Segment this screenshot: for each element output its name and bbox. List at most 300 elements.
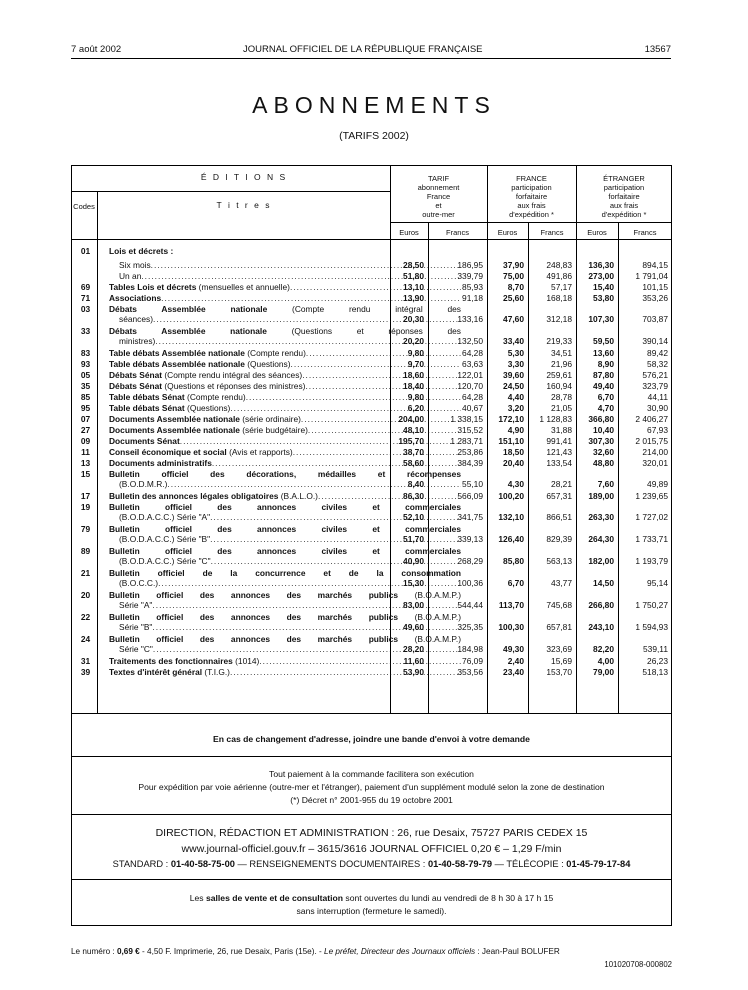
title-line: Bulletin officiel des annonces civiles et commerciales (109, 502, 461, 512)
france-euros-value: 4,30 (507, 479, 524, 489)
table-row (73, 667, 671, 678)
title-line: Bulletin des annonces légales obligatoires (B.A.L.O.) ..... (109, 491, 461, 501)
title-line: Bulletin officiel des annonces des marchés publics (B.O.A.M.P.) (109, 634, 461, 644)
edition-code: 09 (80, 436, 91, 446)
edition-code: 24 (80, 634, 91, 644)
header-bottom-rule (71, 239, 672, 240)
france-francs-value: 323,69 (546, 644, 572, 654)
etranger-francs-value: 95,14 (647, 578, 668, 588)
price-value: 0,69 € (116, 947, 140, 956)
page-subtitle: (TARIFS 2002) (339, 130, 409, 142)
tarif-francs-value: 55,10 (462, 479, 483, 489)
tarif-francs-value: 566,09 (457, 491, 483, 501)
table-row (73, 612, 671, 634)
tarif-euros-value: 8,40 (407, 479, 424, 489)
tarif-euros-value: 28,20 (403, 644, 424, 654)
france-francs-value: 28,78 (551, 392, 572, 402)
tarif-francs-value: 325,35 (457, 622, 483, 632)
table-row (73, 326, 671, 348)
sales-text: sont ouvertes du lundi au vendredi de 8 h 30 à 17 h 15 (343, 893, 554, 903)
france-euros-value: 3,20 (507, 403, 524, 413)
table-row (73, 590, 671, 612)
etranger-francs-heading: Francs (633, 228, 657, 237)
edition-code: 27 (80, 425, 91, 435)
sales-rooms: salles de vente et de consultation (205, 893, 344, 903)
title-line: Associations ..... (109, 293, 461, 303)
france-euros-value: 3,30 (507, 359, 524, 369)
etranger-euros-value: 32,60 (593, 447, 614, 457)
tarif-francs-value: 339,79 (457, 271, 483, 281)
edition-code: 35 (80, 381, 91, 391)
france-euros-value: 37,90 (503, 260, 524, 270)
table-row (73, 403, 671, 414)
france-euros-value: 24,50 (503, 381, 524, 391)
table-row (73, 656, 671, 667)
tarif-francs-value: 339,13 (457, 534, 483, 544)
table-row (73, 392, 671, 403)
title-line: (B.O.D.A.C.C.) Série "B" ..... (109, 534, 461, 544)
title-line: Table débats Sénat (Compte rendu) ..... (109, 392, 461, 402)
standard-label: STANDARD : (112, 859, 171, 869)
france-heading-line: participation (511, 183, 552, 192)
table-row (73, 502, 671, 524)
tarif-francs-value: 64,28 (462, 392, 483, 402)
france-francs-value: 745,68 (546, 600, 572, 610)
france-francs-value: 57,17 (551, 282, 572, 292)
france-francs-value: 168,18 (546, 293, 572, 303)
title-line: Textes d'intérêt général (T.I.G.) ..... (109, 667, 461, 677)
tarif-francs-value: 122,01 (457, 370, 483, 380)
sales-hours-line-1 (71, 892, 672, 904)
etranger-francs-value: 323,79 (642, 381, 668, 391)
issue-price-line (71, 947, 672, 956)
france-euros-value: 100,20 (498, 491, 524, 501)
tarif-francs-value: 76,09 (462, 656, 483, 666)
header-date: 7 août 2002 (71, 44, 122, 55)
tarif-francs-value: 184,98 (457, 644, 483, 654)
edition-code: 95 (80, 403, 91, 413)
tarif-francs-value: 133,16 (457, 314, 483, 324)
france-euros-value: 2,40 (507, 656, 524, 666)
france-francs-value: 1 128,83 (539, 414, 572, 424)
etranger-francs-value: 44,11 (647, 392, 668, 402)
tarif-francs-value: 315,52 (457, 425, 483, 435)
table-row (73, 271, 671, 282)
etranger-heading-line: ÉTRANGER (603, 174, 645, 183)
france-euros-value: 151,10 (498, 436, 524, 446)
tarif-francs-value: 341,75 (457, 512, 483, 522)
direction-address: DIRECTION, RÉDACTION ET ADMINISTRATION : 26, rue Desaix, 75727 PARIS CEDEX 15 (155, 827, 588, 839)
france-francs-value: 829,39 (546, 534, 572, 544)
tarif-euros-value: 18,40 (403, 381, 424, 391)
title-line: (B.O.D.M.R.) ..... (109, 479, 461, 489)
title-line: séances) ..... (109, 314, 461, 324)
etranger-euros-value: 136,30 (588, 260, 614, 270)
title-line: Bulletin officiel des annonces civiles et commerciales (109, 546, 461, 556)
france-euros-value: 25,60 (503, 293, 524, 303)
france-euros-value: 132,10 (498, 512, 524, 522)
tarif-heading-line: outre-mer (422, 210, 455, 219)
tarif-heading-line: abonnement (417, 183, 460, 192)
table-row (73, 348, 671, 359)
france-euros-value: 18,50 (503, 447, 524, 457)
etranger-francs-value: 539,11 (643, 644, 668, 654)
etranger-euros-value: 273,00 (588, 271, 614, 281)
tarif-euros-value: 13,90 (403, 293, 424, 303)
tarif-francs-value: 353,56 (457, 667, 483, 677)
france-euros-heading: Euros (497, 228, 518, 237)
title-line: Bulletin officiel des annonces des marchés publics (B.O.A.M.P.) (109, 612, 461, 622)
title-line: Six mois ..... (109, 260, 461, 270)
title-line: Bulletin officiel des annonces civiles et commerciales (109, 524, 461, 534)
france-heading (487, 174, 576, 219)
tarif-heading-line: TARIF (427, 174, 450, 183)
france-heading-line: FRANCE (516, 174, 547, 183)
edition-code: 15 (80, 469, 91, 479)
table-row (73, 370, 671, 381)
france-francs-value: 248,83 (546, 260, 572, 270)
france-francs-value: 21,05 (551, 403, 572, 413)
etranger-francs-value: 1 239,65 (635, 491, 668, 501)
france-francs-value: 28,21 (551, 479, 572, 489)
etranger-francs-value: 1 594,93 (635, 622, 668, 632)
etranger-francs-value: 353,26 (642, 293, 668, 303)
table-bottom-rule (71, 713, 672, 714)
title-line: Débats Assemblée nationale (Questions et réponses des (109, 326, 461, 336)
title-line: Débats Assemblée nationale (Compte rendu intégral des (109, 304, 461, 314)
edition-title (109, 246, 461, 256)
france-francs-value: 31,88 (551, 425, 572, 435)
title-line: Lois et décrets : (109, 246, 174, 256)
tarif-francs-value: 384,39 (457, 458, 483, 468)
tarif-euros-heading: Euros (399, 228, 419, 237)
etranger-francs-value: 30,90 (647, 403, 668, 413)
france-euros-value: 8,70 (507, 282, 524, 292)
tarif-euros-value: 49,60 (403, 622, 424, 632)
france-euros-value: 126,40 (498, 534, 524, 544)
france-euros-value: 47,60 (503, 314, 524, 324)
tarif-heading (390, 174, 487, 219)
page-title: ABONNEMENTS (252, 92, 496, 118)
tarif-euros-value: 20,30 (403, 314, 424, 324)
etranger-euros-value: 107,30 (588, 314, 614, 324)
france-heading-line: aux frais (517, 201, 546, 210)
tarif-euros-value: 195,70 (398, 436, 424, 446)
title-line: ministres) ..... (109, 336, 461, 346)
tarif-francs-value: 253,86 (457, 447, 483, 457)
etranger-euros-value: 263,30 (588, 512, 614, 522)
director-title: Le préfet, Directeur des Journaux officiels (324, 947, 476, 956)
tarif-euros-value: 38,70 (403, 447, 424, 457)
france-francs-value: 43,77 (551, 578, 572, 588)
table-row (73, 282, 671, 293)
france-heading-line: forfaitaire (515, 192, 548, 201)
title-line: Série "B" ..... (109, 622, 461, 632)
etranger-euros-value: 6,70 (597, 392, 614, 402)
standard-number: 01-40-58-75-00 (170, 859, 235, 869)
tarif-francs-value: 85,93 (462, 282, 483, 292)
etranger-francs-value: 320,01 (642, 458, 668, 468)
etranger-euros-value: 264,30 (588, 534, 614, 544)
etranger-euros-value: 82,20 (593, 644, 614, 654)
etranger-euros-value: 87,80 (593, 370, 614, 380)
etranger-francs-value: 1 193,79 (635, 556, 668, 566)
title-line: Table débats Assemblée nationale (Questions) ..... (109, 359, 461, 369)
title-line: Documents Assemblée nationale (série ordinaire) ..... (109, 414, 461, 424)
title-line: Un an ..... (109, 271, 461, 281)
table-row (73, 546, 671, 568)
edition-code: 13 (80, 458, 91, 468)
france-francs-heading: Francs (540, 228, 564, 237)
etranger-francs-value: 1 727,02 (635, 512, 668, 522)
title-line: Table débats Sénat (Questions) ..... (109, 403, 461, 413)
sales-text: Les (189, 893, 206, 903)
edition-code: 20 (80, 590, 91, 600)
codes-heading: Codes (73, 202, 95, 211)
etranger-francs-value: 1 750,27 (635, 600, 668, 610)
table-row (73, 458, 671, 469)
france-francs-value: 259,61 (546, 370, 572, 380)
renseignements-label: RENSEIGNEMENTS DOCUMENTAIRES : (249, 859, 428, 869)
etranger-francs-value: 576,21 (642, 370, 668, 380)
france-francs-value: 657,81 (546, 622, 572, 632)
running-header (71, 44, 671, 58)
notice-rule-2 (71, 814, 672, 815)
edition-code: 39 (80, 667, 91, 677)
etranger-francs-value: 214,00 (642, 447, 668, 457)
tarif-francs-heading: Francs (446, 228, 469, 237)
tarif-euros-value: 52,10 (403, 512, 424, 522)
title-line: Documents administratifs ..... (109, 458, 461, 468)
france-francs-value: 121,43 (546, 447, 572, 457)
title-line: Tables Lois et décrets (mensuelles et annuelle) ..... (109, 282, 461, 292)
tarif-francs-value: 544,44 (457, 600, 483, 610)
etranger-francs-value: 1 791,04 (635, 271, 668, 281)
france-euros-value: 172,10 (498, 414, 524, 424)
etranger-euros-value: 10,40 (593, 425, 614, 435)
payment-notice-line-2: Pour expédition par voie aérienne (outre-mer et l'étranger), paiement d'un supplément modulé selon la zone de destination (138, 782, 605, 792)
title-line: Documents Sénat ..... (109, 436, 461, 446)
title-line: Traitements des fonctionnaires (1014) ..... (109, 656, 461, 666)
edition-code: 31 (80, 656, 91, 666)
etranger-euros-value: 189,00 (588, 491, 614, 501)
renseignements-number: 01-40-58-79-79 (427, 859, 493, 869)
tarif-euros-value: 9,80 (407, 348, 424, 358)
tarif-francs-value: 268,29 (457, 556, 483, 566)
etranger-francs-value: 49,89 (647, 479, 668, 489)
edition-code: 71 (80, 293, 91, 303)
france-euros-value: 4,90 (507, 425, 524, 435)
tarif-euros-value: 11,60 (403, 656, 424, 666)
etranger-euros-heading: Euros (587, 228, 607, 237)
tarif-francs-value: 132,50 (457, 336, 483, 346)
title-line: Documents Assemblée nationale (série budgétaire) ..... (109, 425, 461, 435)
separator: — (492, 859, 507, 869)
tarif-euros-value: 13,10 (403, 282, 424, 292)
notice-rule-1 (71, 756, 672, 757)
title-line: Conseil économique et social (Avis et rapports) ..... (109, 447, 461, 457)
title-line: Bulletin officiel de la concurrence et de la consommation (109, 568, 461, 578)
etranger-euros-value: 243,10 (588, 622, 614, 632)
etranger-euros-value: 15,40 (593, 282, 614, 292)
france-euros-value: 113,70 (498, 600, 524, 610)
france-euros-value: 85,80 (503, 556, 524, 566)
title-line: (B.O.D.A.C.C.) Série "C" ..... (109, 556, 461, 566)
edition-code: 17 (80, 491, 91, 501)
titres-heading: T i t r e s (216, 200, 272, 210)
tarif-euros-value: 40,90 (403, 556, 424, 566)
france-euros-value: 5,30 (507, 348, 524, 358)
etranger-euros-value: 13,60 (593, 348, 614, 358)
france-francs-value: 21,96 (551, 359, 572, 369)
etranger-euros-value: 48,80 (593, 458, 614, 468)
france-francs-value: 563,13 (546, 556, 572, 566)
france-euros-value: 20,40 (503, 458, 524, 468)
table-row (73, 469, 671, 491)
tarif-euros-value: 28,50 (403, 260, 424, 270)
tarif-euros-value: 20,20 (403, 336, 424, 346)
france-francs-value: 991,41 (546, 436, 572, 446)
title-line: Débats Sénat (Questions et réponses des ministres) ..... (109, 381, 461, 391)
edition-code: 83 (80, 348, 91, 358)
table-row (73, 359, 671, 370)
etranger-euros-value: 14,50 (593, 578, 614, 588)
france-francs-value: 866,51 (546, 512, 572, 522)
etranger-francs-value: 26,23 (647, 656, 668, 666)
title-line: Débats Sénat (Compte rendu intégral des séances) ..... (109, 370, 461, 380)
france-francs-value: 219,33 (546, 336, 572, 346)
etranger-francs-value: 101,15 (642, 282, 668, 292)
etranger-euros-value: 79,00 (593, 667, 614, 677)
title-line: Série "C" ..... (109, 644, 461, 654)
etranger-francs-value: 703,87 (642, 314, 668, 324)
edition-code: 21 (80, 568, 91, 578)
edition-code: 22 (80, 612, 91, 622)
director-name: : Jean-Paul BOLUFER (475, 947, 560, 956)
etranger-francs-value: 894,15 (642, 260, 668, 270)
france-francs-value: 160,94 (546, 381, 572, 391)
tarif-euros-value: 9,80 (407, 392, 424, 402)
edition-code: 05 (80, 370, 91, 380)
france-euros-value: 33,40 (503, 336, 524, 346)
france-francs-value: 657,31 (546, 491, 572, 501)
edition-code: 33 (80, 326, 91, 336)
currency-rule-top (390, 222, 672, 223)
tarif-euros-value: 6,20 (407, 403, 424, 413)
etranger-heading (576, 174, 672, 219)
sales-hours-line-2: sans interruption (fermeture le samedi). (296, 906, 447, 916)
etranger-heading-line: forfaitaire (608, 192, 640, 201)
table-row (73, 246, 671, 260)
edition-code: 01 (80, 246, 91, 256)
france-euros-value: 4,40 (507, 392, 524, 402)
edition-code: 11 (81, 447, 90, 457)
etranger-euros-value: 266,80 (588, 600, 614, 610)
tarif-francs-value: 40,67 (462, 403, 483, 413)
document-reference: 101020708-000802 (604, 960, 672, 969)
table-row (73, 425, 671, 436)
etranger-francs-value: 518,13 (642, 667, 668, 677)
table-row (73, 260, 671, 271)
editions-heading: É D I T I O N S (200, 172, 288, 182)
france-francs-value: 491,86 (546, 271, 572, 281)
edition-code: 07 (80, 414, 91, 424)
france-euros-value: 49,30 (503, 644, 524, 654)
separator: — (234, 859, 250, 869)
tarif-francs-value: 63,63 (462, 359, 483, 369)
etranger-euros-value: 59,50 (593, 336, 614, 346)
title-line: (B.O.D.A.C.C.) Série "A" ..... (109, 512, 461, 522)
title-line: Table débats Assemblée nationale (Compte rendu) ..... (109, 348, 461, 358)
table-row (73, 436, 671, 447)
table-row (73, 381, 671, 392)
telecopie-number: 01-45-79-17-84 (566, 859, 631, 869)
tarif-euros-value: 53,90 (403, 667, 424, 677)
contact-numbers (71, 858, 672, 870)
etranger-heading-line: participation (603, 183, 645, 192)
tarif-francs-value: 91,18 (462, 293, 483, 303)
etranger-euros-value: 4,70 (597, 403, 614, 413)
tarif-francs-value: 186,95 (457, 260, 483, 270)
france-francs-value: 153,70 (546, 667, 572, 677)
etranger-francs-value: 89,42 (647, 348, 668, 358)
table-row (73, 414, 671, 425)
tarif-francs-value: 100,36 (457, 578, 483, 588)
etranger-francs-value: 390,14 (642, 336, 668, 346)
etranger-euros-value: 53,80 (593, 293, 614, 303)
table-row (73, 568, 671, 590)
etranger-francs-value: 2 406,27 (635, 414, 668, 424)
etranger-euros-value: 8,90 (597, 359, 614, 369)
tarif-euros-value: 51,80 (403, 271, 424, 281)
tarif-francs-value: 1 283,71 (450, 436, 483, 446)
title-line: Série "A" ..... (109, 600, 461, 610)
edition-code: 85 (80, 392, 91, 402)
etranger-francs-value: 58,32 (647, 359, 668, 369)
tarif-euros-value: 83,00 (403, 600, 424, 610)
tarif-euros-value: 9,70 (407, 359, 424, 369)
france-francs-value: 133,54 (546, 458, 572, 468)
header-journal: JOURNAL OFFICIEL DE LA RÉPUBLIQUE FRANÇAISE (243, 44, 483, 55)
table-row (73, 304, 671, 326)
france-euros-value: 100,30 (498, 622, 524, 632)
tarif-euros-value: 51,70 (403, 534, 424, 544)
etranger-heading-line: d'expédition * (601, 210, 647, 219)
etranger-heading-line: aux frais (609, 201, 639, 210)
title-line: Bulletin officiel des décorations, médailles et récompenses (109, 469, 461, 479)
payment-notice-line-1: Tout paiement à la commande facilitera son exécution (269, 769, 474, 779)
etranger-euros-value: 307,30 (588, 436, 614, 446)
france-euros-value: 23,40 (503, 667, 524, 677)
table-row (73, 491, 671, 502)
telecopie-label: TÉLÉCOPIE : (506, 859, 567, 869)
etranger-euros-value: 4,00 (597, 656, 614, 666)
table-row (73, 634, 671, 656)
etranger-euros-value: 49,40 (593, 381, 614, 391)
edition-code: 69 (80, 282, 91, 292)
tarif-francs-value: 1 338,15 (450, 414, 483, 424)
edition-code: 93 (80, 359, 91, 369)
tarif-francs-value: 64,28 (462, 348, 483, 358)
title-line: (B.O.C.C.) ..... (109, 578, 461, 588)
decree-note: (*) Décret n° 2001-955 du 19 octobre 2001 (290, 795, 453, 805)
france-euros-value: 6,70 (507, 578, 524, 588)
table-row (73, 524, 671, 546)
tarif-heading-line: et (435, 201, 442, 210)
header-rule (71, 58, 671, 59)
title-line: Bulletin officiel des annonces des marchés publics (B.O.A.M.P.) (109, 590, 461, 600)
editions-rule (71, 191, 390, 192)
